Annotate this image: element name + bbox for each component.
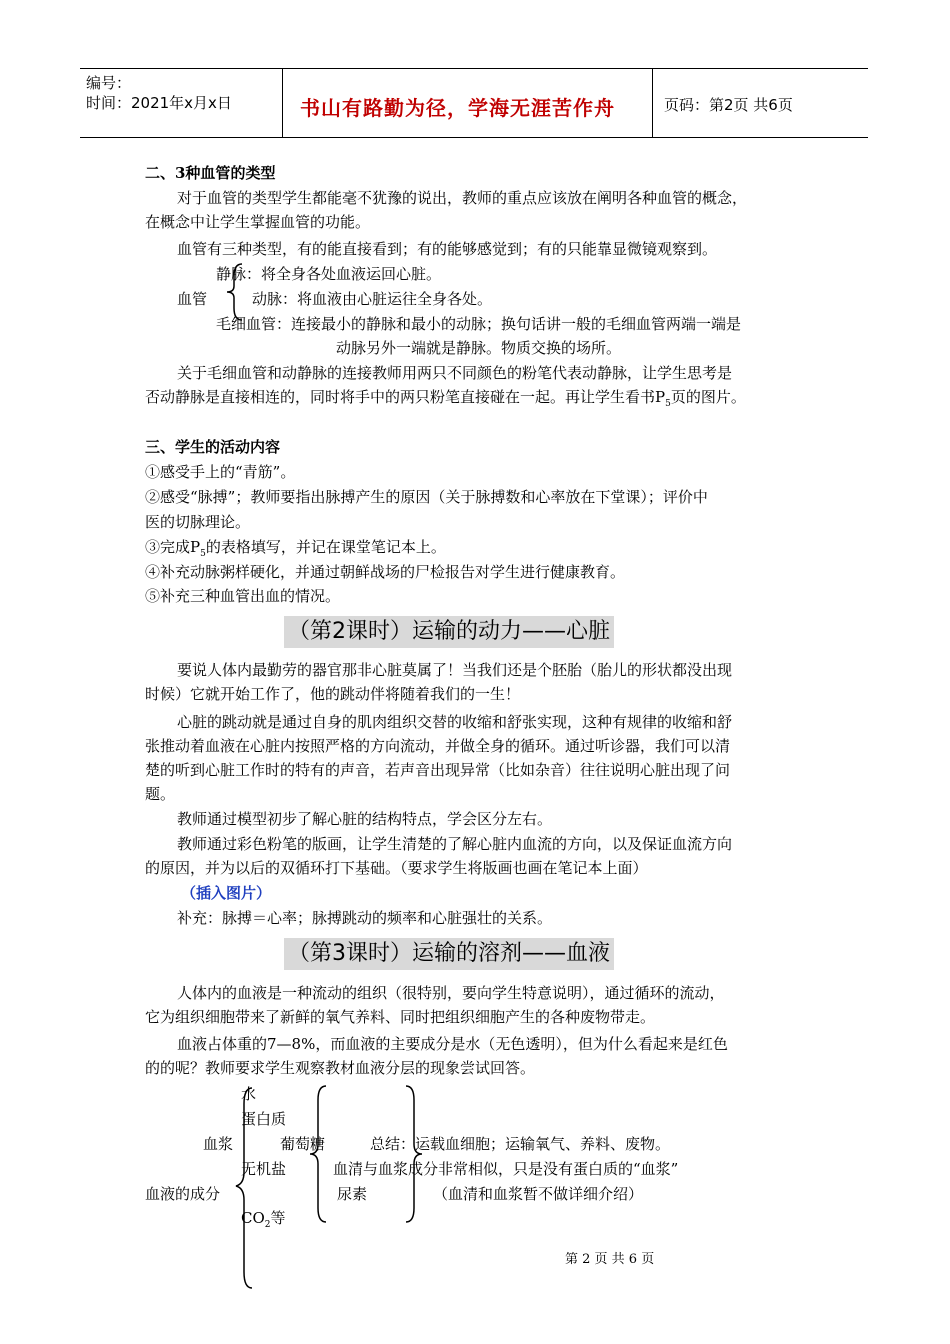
- vessel-root-label: 血管: [177, 290, 208, 308]
- artery-definition: 动脉：将血液由心脏运往全身各处。: [252, 290, 493, 308]
- list-item-cont: 医的切脉理论。: [145, 513, 251, 531]
- list-item: ②感受“脉搏”；教师要指出脉搏产生的原因（关于脉搏数和心率放在下堂课）；评价中: [145, 488, 708, 506]
- header-motto: 书山有路勤为径，学海无涯苦作舟: [300, 96, 615, 120]
- paragraph: 要说人体内最勤劳的器官那非心脏莫属了！当我们还是个胚胎（胎儿的形状都没出现: [177, 661, 733, 679]
- paragraph: 否动静脉是直接相连的，同时将手中的两只粉笔直接碰在一起。再让学生看书$P_5$页的图片。: [145, 388, 746, 409]
- component-water: 水: [241, 1085, 257, 1103]
- serum-note: 血清与血浆成分非常相似，只是没有蛋白质的“血浆”: [333, 1160, 679, 1178]
- blood-composition-label: 血液的成分: [145, 1185, 221, 1203]
- paragraph: 教师通过彩色粉笔的版画，让学生清楚的了解心脏内血流的方向，以及保证血流方向: [177, 835, 733, 853]
- paragraph: 教师通过模型初步了解心脏的结构特点，学会区分左右。: [177, 810, 553, 828]
- paragraph: 对于血管的类型学生都能毫不犹豫的说出，教师的重点应该放在阐明各种血管的概念，: [177, 189, 748, 207]
- capillary-definition: 毛细血管：连接最小的静脉和最小的动脉；换句话讲一般的毛细血管两端一端是: [216, 315, 742, 333]
- section-heading: 二、3种血管的类型: [145, 164, 276, 182]
- paragraph: 时候）它就开始工作了，他的跳动伴将随着我们的一生！: [145, 685, 521, 703]
- paragraph: 人体内的血液是一种流动的组织（很特别，要向学生特意说明），通过循环的流动，: [177, 984, 725, 1002]
- component-glucose: 葡萄糖: [280, 1135, 326, 1153]
- plasma-summary: 总结：运载血细胞；运输氧气、养料、废物。: [370, 1135, 671, 1153]
- header-divider: [282, 68, 283, 137]
- component-co2: $CO_2$等: [241, 1209, 286, 1230]
- section-heading: 三、学生的活动内容: [145, 438, 281, 456]
- insert-image-note: （插入图片）: [181, 884, 272, 902]
- paragraph: 楚的听到心脏工作时的特有的声音，若声音出现异常（比如杂音）往往说明心脏出现了问: [145, 761, 731, 779]
- paragraph: 血管有三种类型，有的能直接看到；有的能够感觉到；有的只能靠显微镜观察到。: [177, 240, 718, 258]
- paragraph: 心脏的跳动就是通过自身的肌肉组织交替的收缩和舒张实现，这种有规律的收缩和舒: [177, 713, 733, 731]
- serum-plasma-note: （血清和血浆暂不做详细介绍）: [433, 1185, 644, 1203]
- component-urea: 尿素: [337, 1185, 368, 1203]
- capillary-definition-cont: 动脉另外一端就是静脉。物质交换的场所。: [336, 339, 622, 357]
- list-item: ⑤补充三种血管出血的情况。: [145, 587, 341, 605]
- paragraph: 关于毛细血管和动静脉的连接教师用两只不同颜色的粉笔代表动静脉，让学生思考是: [177, 364, 733, 382]
- lesson-title: （第3课时）运输的溶剂——血液: [284, 938, 614, 970]
- list-item: ③完成$P_5$的表格填写，并记在课堂笔记本上。: [145, 538, 446, 559]
- component-salt: 无机盐: [241, 1160, 287, 1178]
- paragraph: 它为组织细胞带来了新鲜的氧气养料、同时把组织细胞产生的各种废物带走。: [145, 1008, 656, 1026]
- paragraph: 的原因，并为以后的双循环打下基础。（要求学生将版画也画在笔记本上面）: [145, 859, 648, 877]
- page-footer: 第 2 页 共 6 页: [565, 1252, 655, 1267]
- header-time: 时间：2021年x月x日: [86, 94, 232, 112]
- list-item: ④补充动脉粥样硬化，并通过朝鲜战场的尸检报告对学生进行健康教育。: [145, 563, 626, 581]
- component-protein: 蛋白质: [241, 1110, 287, 1128]
- paragraph: 血液占体重的7—8%，而血液的主要成分是水（无色透明），但为什么看起来是红色: [177, 1035, 728, 1053]
- header-page: 页码：第2页 共6页: [664, 96, 793, 114]
- header-divider: [652, 68, 653, 137]
- paragraph: 的的呢？教师要求学生观察教材血液分层的现象尝试回答。: [145, 1059, 536, 1077]
- list-item: ①感受手上的“青筋”。: [145, 463, 296, 481]
- lesson-title: （第2课时）运输的动力——心脏: [284, 616, 614, 648]
- paragraph: 题。: [145, 785, 176, 803]
- plasma-label: 血浆: [203, 1135, 234, 1153]
- paragraph: 张推动着血液在心脏内按照严格的方向流动，并做全身的循环。通过听诊器，我们可以清: [145, 737, 731, 755]
- header-number: 编号：: [86, 74, 132, 92]
- paragraph: 补充：脉搏＝心率；脉搏跳动的频率和心脏强壮的关系。: [177, 909, 553, 927]
- vein-definition: 静脉：将全身各处血液运回心脏。: [216, 265, 442, 283]
- paragraph: 在概念中让学生掌握血管的功能。: [145, 213, 371, 231]
